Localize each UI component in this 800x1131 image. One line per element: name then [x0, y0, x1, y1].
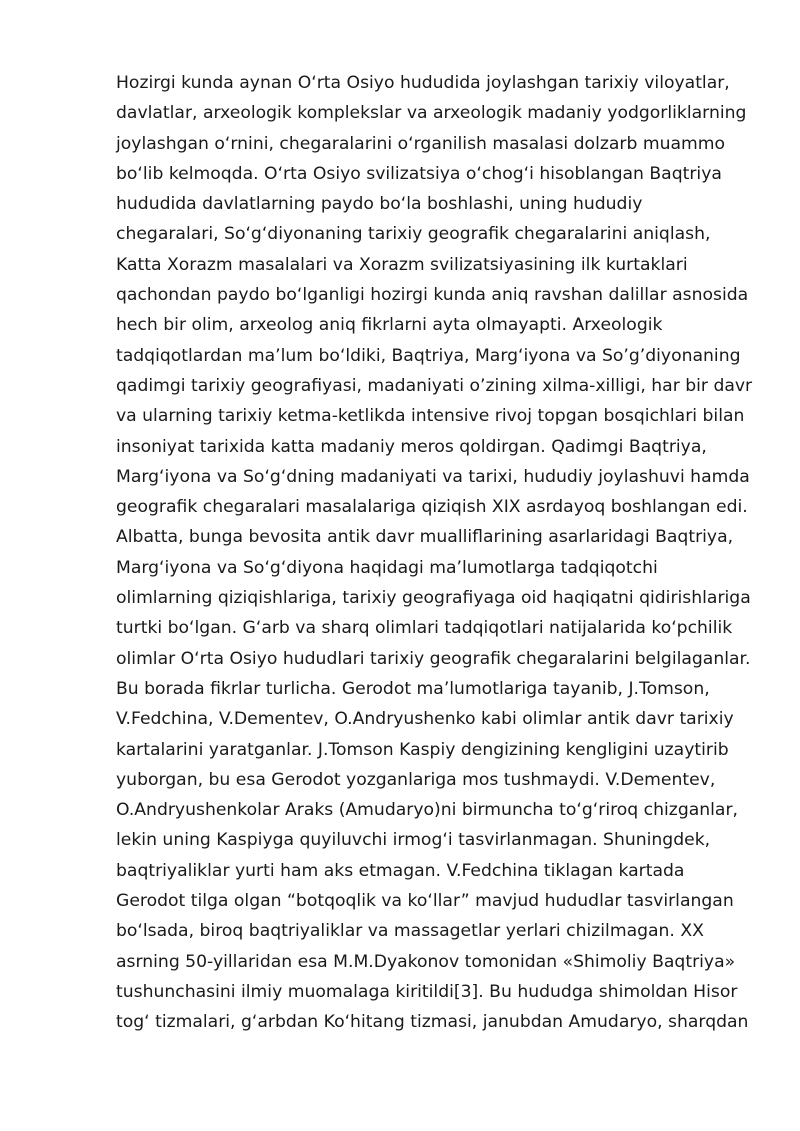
text-line: turtki bo‘lgan. G‘arb va sharq olimlari tadqiqotlari natijalarida ko‘pchilik [116, 618, 733, 639]
text-line: lekin uning Kaspiyga quyiluvchi irmog‘i tasvirlanmagan. Shuningdek, [116, 830, 711, 851]
text-line: Marg‘iyona va So‘g‘diyona haqidagi ma’lumotlarga tadqiqotchi [116, 557, 658, 578]
text-line: tog‘ tizmalari, g‘arbdan Ko‘hitang tizmasi, janubdan Amudaryo, sharqdan [116, 1012, 749, 1033]
text-line: bo‘lsada, biroq baqtriyaliklar va massagetlar yerlari chizilmagan. XX [116, 921, 704, 942]
text-line: davlatlar, arxeologik komplekslar va arxeologik madaniy yodgorliklarning [116, 103, 747, 124]
text-line: bo‘lib kelmoqda. O‘rta Osiyo svilizatsiya o‘chog‘i hisoblangan Baqtriya [116, 163, 722, 184]
body-paragraph [116, 68, 756, 1038]
text-line: va ularning tarixiy ketma-ketlikda intensive rivoj topgan bosqichlari bilan [116, 406, 745, 427]
text-line: yuborgan, bu esa Gerodot yozganlariga mos tushmaydi. V.Dementev, [116, 769, 716, 790]
text-line: chegaralari, So‘g‘diyonaning tarixiy geografik chegaralarini aniqlash, [116, 224, 711, 245]
text-line: V.Fedchina, V.Dementev, O.Andryushenko kabi olimlar antik davr tarixiy [116, 709, 734, 730]
text-line: Marg‘iyona va So‘g‘dning madaniyati va tarixi, hududiy joylashuvi hamda [116, 466, 750, 487]
text-line: qadimgi tarixiy geografiyasi, madaniyati o’zining xilma-xilligi, har bir davr [116, 375, 753, 396]
text-line: geografik chegaralari masalalariga qiziqish XIX asrdayoq boshlangan edi. [116, 497, 748, 518]
text-line: Hozirgi kunda aynan O‘rta Osiyo hududida joylashgan tarixiy viloyatlar, [116, 73, 730, 93]
text-line: tushunchasini ilmiy muomalaga kiritildi[3]. Bu hududga shimoldan Hisor [116, 981, 738, 1002]
text-line: Bu borada fikrlar turlicha. Gerodot ma’lumotlariga tayanib, J.Tomson, [116, 678, 710, 699]
text-line: asrning 50-yillaridan esa M.M.Dyakonov tomonidan «Shimoliy Baqtriya» [116, 951, 736, 972]
text-line: Katta Xorazm masalalari va Xorazm svilizatsiyasining ilk kurtaklari [116, 254, 688, 275]
text-line: hech bir olim, arxeolog aniq fikrlarni ayta olmayapti. Arxeologik [116, 315, 663, 336]
text-line: olimlarning qiziqishlariga, tarixiy geografiyaga oid haqiqatni qidirishlariga [116, 588, 751, 609]
text-line: O.Andryushenkolar Araks (Amudaryo)ni birmuncha to‘g‘riroq chizganlar, [116, 800, 738, 821]
text-line: qachondan paydo bo‘lganligi hozirgi kunda aniq ravshan dalillar asnosida [116, 285, 749, 306]
text-line: tadqiqotlardan ma’lum bo‘ldiki, Baqtriya, Marg‘iyona va So’g’diyonaning [116, 345, 741, 366]
text-line: insoniyat tarixida katta madaniy meros qoldirgan. Qadimgi Baqtriya, [116, 436, 707, 457]
text-line: baqtriyaliklar yurti ham aks etmagan. V.Fedchina tiklagan kartada [116, 860, 685, 881]
text-line: kartalarini yaratganlar. J.Tomson Kaspiy dengizining kengligini uzaytirib [116, 739, 729, 760]
text-line: olimlar O‘rta Osiyo hududlari tarixiy geografik chegaralarini belgilaganlar. [116, 648, 751, 669]
text-line: joylashgan o‘rnini, chegaralarini o‘rganilish masalasi dolzarb muammo [116, 133, 726, 154]
text-line: Gerodot tilga olgan “botqoqlik va ko‘llar” mavjud hududlar tasvirlangan [116, 891, 734, 912]
text-line: Albatta, bunga bevosita antik davr mualliflarining asarlaridagi Baqtriya, [116, 527, 734, 548]
text-line: hududida davlatlarning paydo bo‘la boshlashi, uning hududiy [116, 194, 643, 215]
